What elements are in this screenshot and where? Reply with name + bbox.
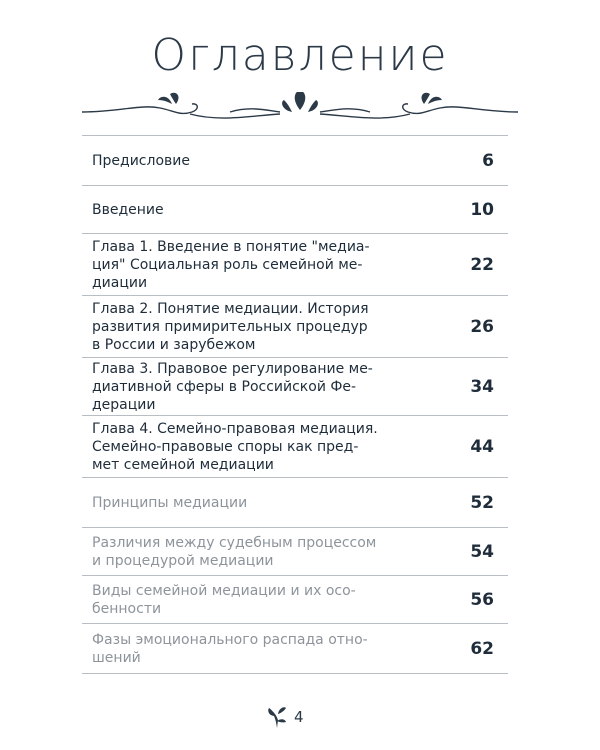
toc-row-page: 44: [470, 436, 494, 457]
toc-row-label: Введение: [92, 201, 164, 218]
toc-row-chapter-4[interactable]: [82, 416, 508, 478]
toc-row-label: Фазы эмоционального распада отно- шений: [92, 631, 368, 666]
toc-row-label: Глава 1. Введение в понятие "медиа- ция" Социальная роль семейной ме- диации: [92, 238, 370, 291]
toc-row-introduction[interactable]: [82, 186, 508, 234]
toc-row-chapter-1[interactable]: [82, 234, 508, 296]
toc-row-phases[interactable]: [82, 624, 508, 674]
toc-row-label: Виды семейной медиации и их осо- бенности: [92, 582, 356, 617]
toc-row-page: 22: [470, 254, 494, 275]
toc-row-principles[interactable]: [82, 478, 508, 528]
toc-row-page: 54: [470, 541, 494, 562]
toc-row-preface[interactable]: [82, 136, 508, 186]
toc-row-page: 6: [482, 150, 494, 171]
toc-row-differences[interactable]: [82, 528, 508, 576]
toc-row-types[interactable]: [82, 576, 508, 624]
toc-row-page: 52: [470, 492, 494, 513]
table-of-contents: [82, 135, 508, 674]
toc-row-label: Глава 4. Семейно-правовая медиация. Семейно-правовые споры как пред- мет семейной медиации: [92, 420, 378, 473]
toc-row-page: 62: [470, 638, 494, 659]
toc-row-chapter-3[interactable]: [82, 358, 508, 416]
toc-row-label: Глава 2. Понятие медиации. История развития примирительных процедур в России и зарубежом: [92, 300, 369, 353]
toc-row-chapter-2[interactable]: [82, 296, 508, 358]
toc-row-page: 34: [470, 376, 494, 397]
page-title: Оглавление: [151, 30, 449, 81]
page-footer: [266, 702, 304, 732]
toc-row-label: Предисловие: [92, 152, 190, 169]
toc-row-label: Различия между судебным процессом и процедурой медиации: [92, 534, 377, 569]
page-number: 4: [294, 708, 304, 726]
toc-row-page: 10: [470, 199, 494, 220]
toc-row-page: 26: [470, 316, 494, 337]
toc-row-label: Принципы медиации: [92, 494, 248, 511]
ornamental-divider-icon: [80, 92, 520, 124]
toc-row-label: Глава 3. Правовое регулирование ме- диативной сферы в Российской Фе- дерации: [92, 360, 373, 413]
toc-row-page: 56: [470, 589, 494, 610]
leaf-sprig-icon: [266, 704, 288, 730]
